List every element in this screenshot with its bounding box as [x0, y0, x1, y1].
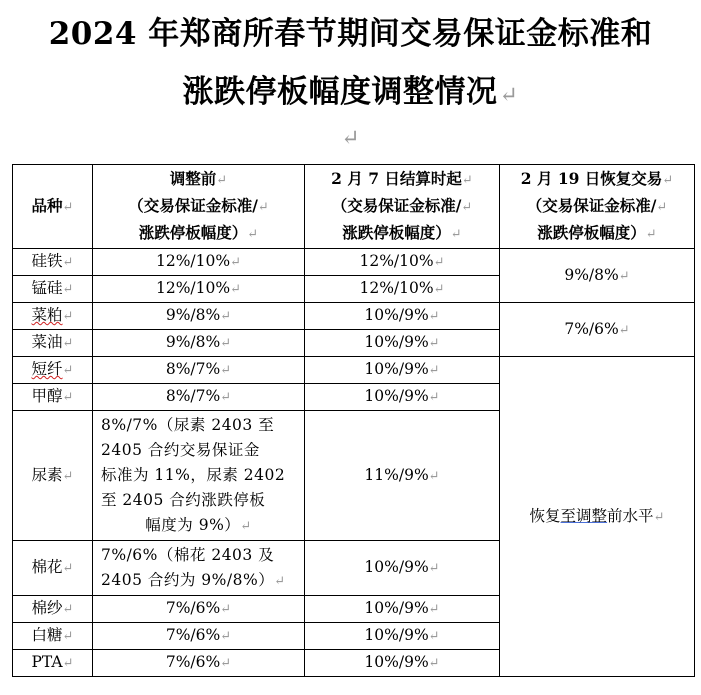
- before-cell: 9%/8%↵: [93, 303, 305, 330]
- before-cell: 12%/10%↵: [93, 276, 305, 303]
- before-cell: 7%/6%（棉花 2403 及 2405 合约为 9%/8%）↵: [93, 541, 305, 596]
- variety-cell: PTA↵: [13, 650, 93, 677]
- document-title-line-1: 2024 年郑商所春节期间交易保证金标准和: [48, 16, 653, 52]
- before-cell: 12%/10%↵: [93, 249, 305, 276]
- before-cell: 8%/7%↵: [93, 384, 305, 411]
- paragraph-mark-icon: ↵: [499, 83, 519, 108]
- header-feb7: 2 月 7 日结算时起↵ （交易保证金标准/↵ 涨跌停板幅度）↵: [305, 165, 500, 249]
- feb19-cell-restore: 恢复至调整前水平↵: [500, 357, 695, 677]
- table-row: [13, 249, 695, 276]
- before-cell: 9%/8%↵: [93, 330, 305, 357]
- feb7-cell: 10%/9%↵: [305, 357, 500, 384]
- before-cell: 7%/6%↵: [93, 650, 305, 677]
- before-cell: 8%/7%↵: [93, 357, 305, 384]
- variety-cell: 甲醇↵: [13, 384, 93, 411]
- feb7-cell: 10%/9%↵: [305, 650, 500, 677]
- feb7-cell: 12%/10%↵: [305, 249, 500, 276]
- paragraph-mark-icon: ↵: [341, 126, 360, 151]
- feb7-cell: 10%/9%↵: [305, 303, 500, 330]
- document-title-line-2: 涨跌停板幅度调整情况↵: [182, 74, 519, 110]
- before-cell: 7%/6%↵: [93, 623, 305, 650]
- variety-cell: 白糖↵: [13, 623, 93, 650]
- header-feb19: 2 月 19 日恢复交易↵ （交易保证金标准/↵ 涨跌停板幅度）↵: [500, 165, 695, 249]
- variety-cell: 硅铁↵: [13, 249, 93, 276]
- before-cell: 7%/6%↵: [93, 596, 305, 623]
- feb7-cell: 10%/9%↵: [305, 541, 500, 596]
- feb7-cell: 11%/9%↵: [305, 411, 500, 541]
- before-cell: 8%/7%（尿素 2403 至 2405 合约交易保证金 标准为 11%，尿素 2402 至 2405 合约涨跌停板 幅度为 9%）↵: [93, 411, 305, 541]
- feb7-cell: 10%/9%↵: [305, 596, 500, 623]
- margin-limit-table: [12, 164, 695, 677]
- header-before: 调整前↵ （交易保证金标准/↵ 涨跌停板幅度）↵: [93, 165, 305, 249]
- feb19-cell-ferroalloy: 9%/8%↵: [500, 249, 695, 303]
- feb7-cell: 10%/9%↵: [305, 623, 500, 650]
- feb7-cell: 10%/9%↵: [305, 384, 500, 411]
- feb19-cell-rapeseed: 7%/6%↵: [500, 303, 695, 357]
- table-row: [13, 357, 695, 384]
- table-header-row: [13, 165, 695, 249]
- feb7-cell: 12%/10%↵: [305, 276, 500, 303]
- variety-cell: 棉纱↵: [13, 596, 93, 623]
- variety-cell: 尿素↵: [13, 411, 93, 541]
- table-row: [13, 303, 695, 330]
- variety-cell: 锰硅↵: [13, 276, 93, 303]
- variety-cell: 短纤↵: [13, 357, 93, 384]
- header-variety: 品种↵: [13, 165, 93, 249]
- variety-cell: 菜油↵: [13, 330, 93, 357]
- variety-cell: 棉花↵: [13, 541, 93, 596]
- feb7-cell: 10%/9%↵: [305, 330, 500, 357]
- variety-cell: 菜粕↵: [13, 303, 93, 330]
